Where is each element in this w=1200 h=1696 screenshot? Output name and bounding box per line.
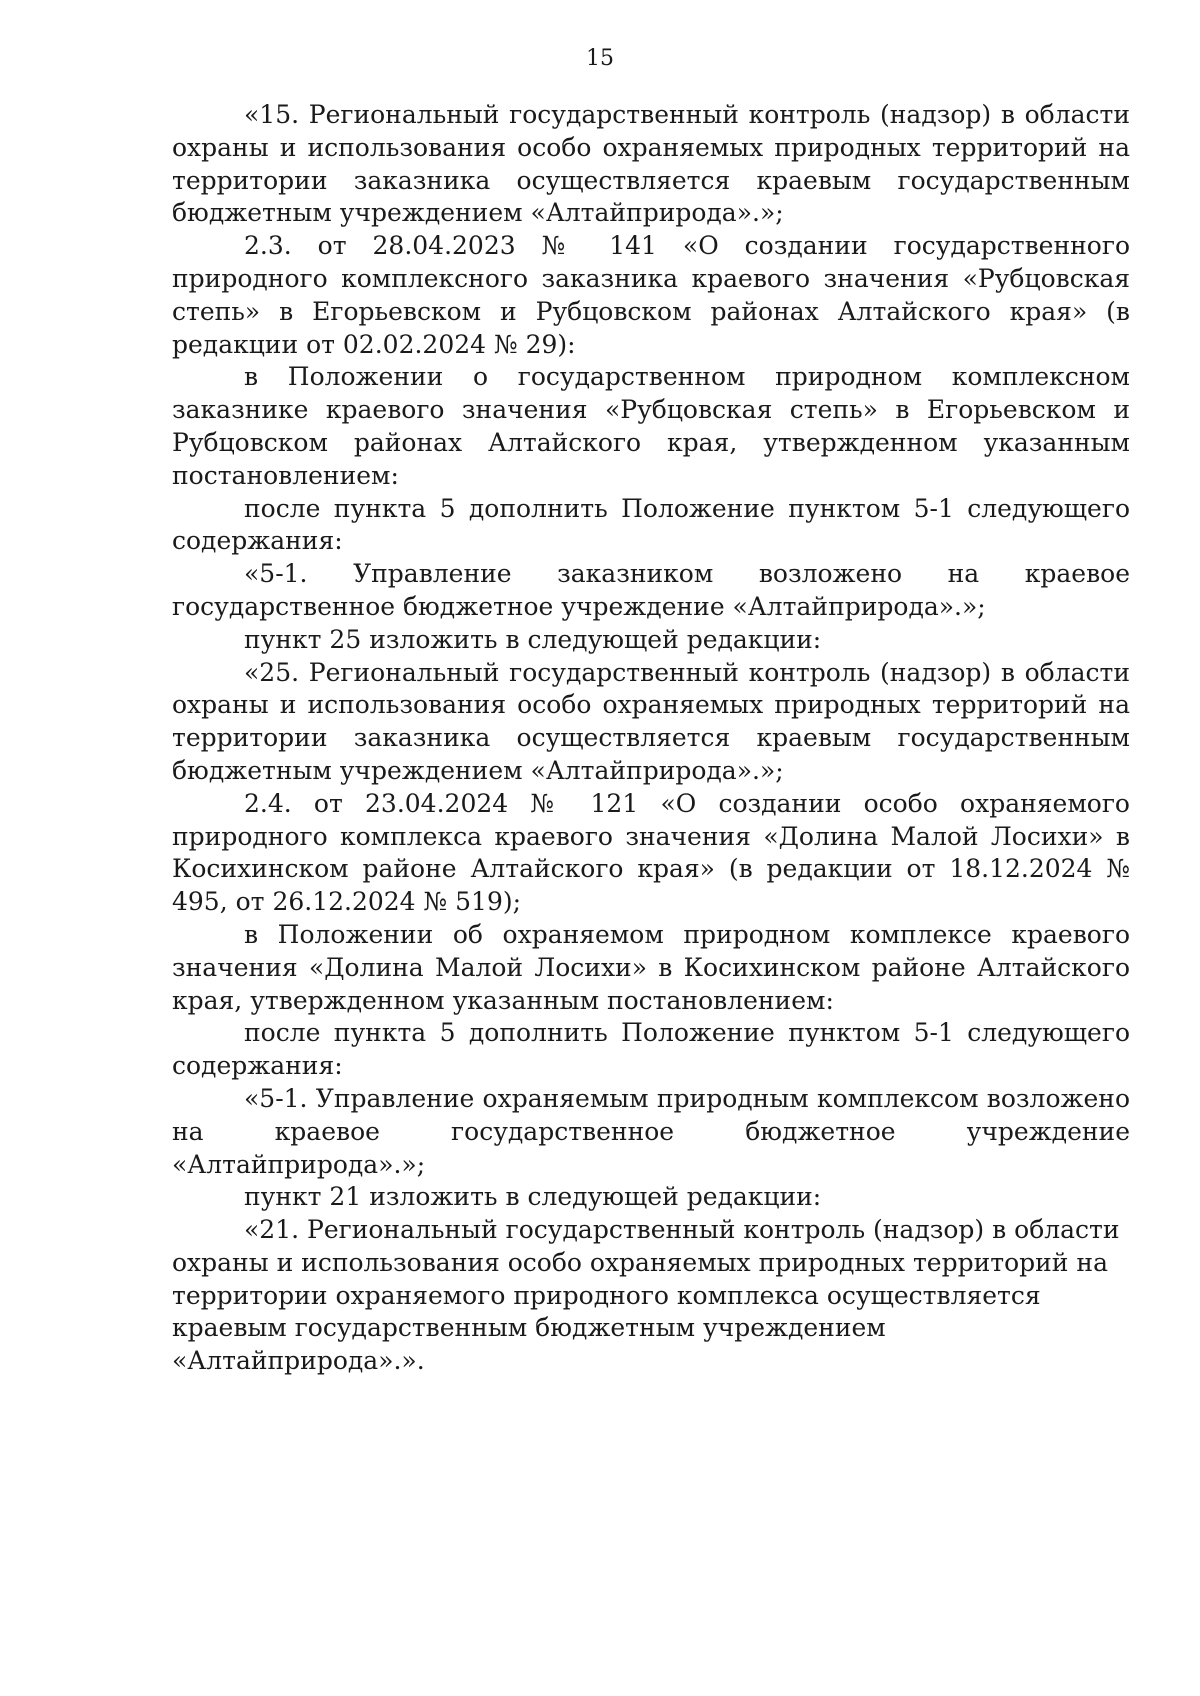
paragraph: «5-1. Управление заказником возложено на краевое государственное бюджетное учреждение «Алтайприрода».»;	[172, 559, 1130, 621]
paragraph: в Положении о государственном природном комплексном заказнике краевого значения «Рубцовская степь» в Егорьевском и Рубцовском районах Алтайского края, утвержденном указанным постановлением:	[172, 362, 1130, 490]
paragraph: 2.4. от 23.04.2024 № 121 «О создании особо охраняемого природного комплекса краевого значения «Долина Малой Лосихи» в Косихинском районе Алтайского края» (в редакции от 18.12.2024 № 495, от 26.12.2024 № 519);	[172, 788, 1130, 917]
document-body	[172, 99, 1130, 1378]
paragraph: «25. Региональный государственный контроль (надзор) в области охраны и использования особо охраняемых природных территорий на территории заказника осуществляется краевым государственным бюджетным учреждением «Алтайприрода».»;	[172, 657, 1130, 785]
page-number: 15	[586, 46, 614, 71]
paragraph: «5-1. Управление охраняемым природным комплексом возложено на краевое государственное бюджетное учреждение «Алтайприрода».»;	[172, 1083, 1130, 1179]
paragraph: после пункта 5 дополнить Положение пунктом 5-1 следующего содержания:	[172, 493, 1130, 556]
paragraph: в Положении об охраняемом природном комплексе краевого значения «Долина Малой Лосихи» в Косихинском районе Алтайского края, утвержденном указанным постановлением:	[172, 919, 1130, 1015]
paragraph: «15. Региональный государственный контроль (надзор) в области охраны и использования особо охраняемых природных территорий на территории заказника осуществляется краевым государственным бюджетным учреждением «Алтайприрода».»;	[172, 100, 1130, 228]
paragraph: 2.3. от 28.04.2023 № 141 «О создании государственного природного комплексного заказника краевого значения «Рубцовская степь» в Егорьевском и Рубцовском районах Алтайского края» (в редакции от 02.02.2024 № 29):	[172, 231, 1130, 359]
paragraph: «21. Региональный государственный контроль (надзор) в области охраны и использования особо охраняемых природных территорий на территории охраняемого природного комплекса осуществляется краевым государственным бюджетным учреждением «Алтайприрода».».	[172, 1215, 1120, 1376]
paragraph: пункт 25 изложить в следующей редакции:	[244, 624, 822, 654]
paragraph: после пункта 5 дополнить Положение пунктом 5-1 следующего содержания:	[172, 1018, 1130, 1081]
paragraph: пункт 21 изложить в следующей редакции:	[244, 1182, 822, 1212]
